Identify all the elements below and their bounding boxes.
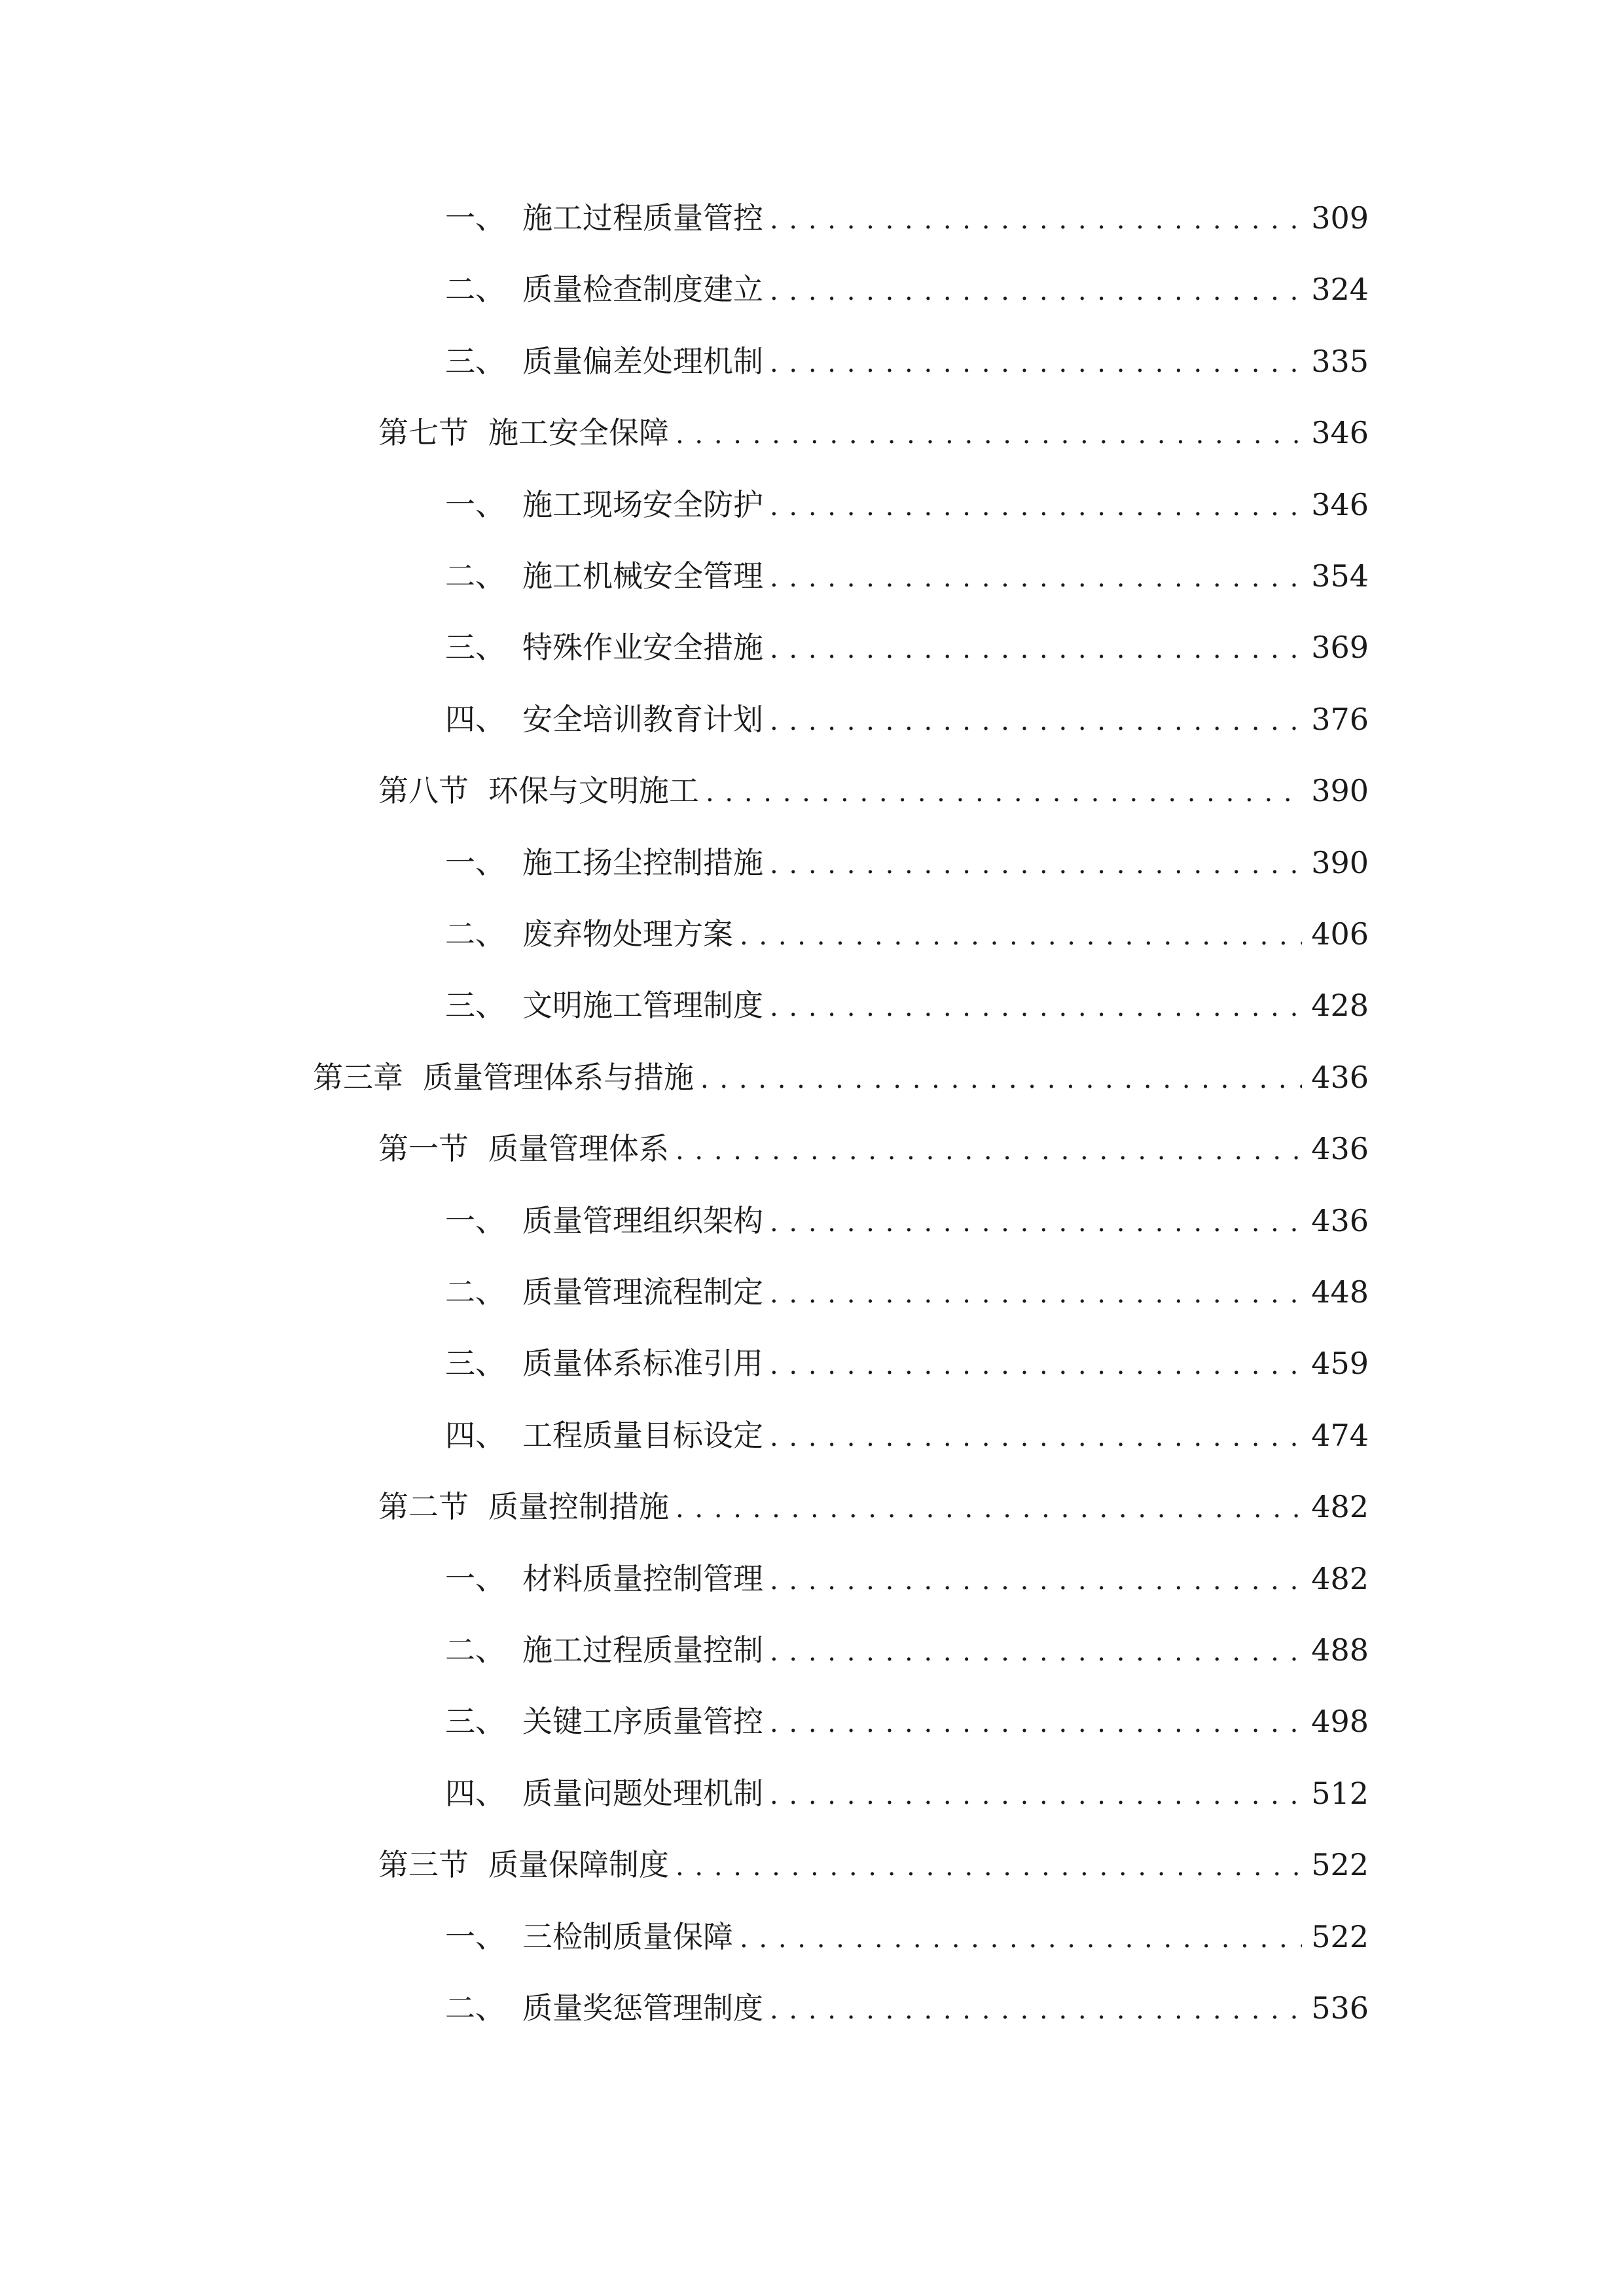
toc-entry[interactable] — [378, 410, 1369, 456]
toc-entry-title: 废弃物处理方案 — [522, 916, 733, 952]
toc-entry-page-number: 346 — [1311, 487, 1369, 522]
toc-dot-leader — [770, 1269, 1302, 1315]
toc-entry[interactable] — [378, 1484, 1369, 1530]
toc-entry-number: 四、 — [445, 1776, 505, 1811]
toc-entry-title: 质量问题处理机制 — [522, 1776, 763, 1811]
toc-entry-title: 材料质量控制管理 — [522, 1561, 763, 1596]
toc-entry-number: 三、 — [445, 1346, 505, 1381]
toc-entry-page-number: 448 — [1311, 1274, 1369, 1310]
toc-entry[interactable] — [378, 1842, 1369, 1888]
toc-entry-page-number: 436 — [1311, 1131, 1369, 1166]
toc-entry-number: 一、 — [445, 1561, 505, 1596]
toc-entry[interactable] — [445, 195, 1369, 241]
toc-dot-leader — [770, 1770, 1302, 1816]
toc-entry[interactable] — [445, 624, 1369, 670]
toc-entry[interactable] — [445, 266, 1369, 312]
toc-entry-number: 二、 — [445, 272, 505, 307]
toc-entry-title: 质量控制措施 — [488, 1489, 669, 1524]
toc-entry-page-number: 406 — [1311, 916, 1369, 952]
toc-entry[interactable] — [445, 1627, 1369, 1673]
toc-entry-title: 工程质量目标设定 — [522, 1418, 763, 1453]
toc-entry-title: 施工现场安全防护 — [522, 487, 763, 522]
toc-entry-title: 施工扬尘控制措施 — [522, 845, 763, 880]
toc-entry-number: 一、 — [445, 487, 505, 522]
toc-entry-number: 一、 — [445, 200, 505, 236]
toc-dot-leader — [770, 482, 1302, 528]
toc-entry-number: 二、 — [445, 1990, 505, 2026]
toc-entry[interactable] — [445, 696, 1369, 742]
toc-dot-leader — [770, 1340, 1302, 1386]
toc-entry[interactable] — [445, 553, 1369, 599]
toc-entry-number: 第一节 — [378, 1131, 469, 1166]
toc-entry-number: 三、 — [445, 988, 505, 1023]
toc-entry[interactable] — [445, 1698, 1369, 1744]
toc-entry-title: 施工过程质量控制 — [522, 1632, 763, 1668]
toc-entry-page-number: 436 — [1311, 1060, 1369, 1095]
toc-dot-leader — [770, 1698, 1302, 1744]
toc-entry-page-number: 512 — [1311, 1776, 1369, 1811]
toc-entry-page-number: 482 — [1311, 1561, 1369, 1596]
toc-entry[interactable] — [445, 338, 1369, 384]
toc-entry-number: 一、 — [445, 1203, 505, 1238]
toc-dot-leader — [676, 1126, 1302, 1172]
toc-entry-page-number: 522 — [1311, 1847, 1369, 1882]
toc-entry[interactable] — [445, 1340, 1369, 1386]
toc-entry-number: 一、 — [445, 1919, 505, 1954]
toc-entry[interactable] — [445, 982, 1369, 1028]
toc-dot-leader — [770, 696, 1302, 742]
toc-entry[interactable] — [378, 1126, 1369, 1172]
toc-entry[interactable] — [445, 1556, 1369, 1602]
toc-dot-leader — [770, 553, 1302, 599]
toc-entry-page-number: 459 — [1311, 1346, 1369, 1381]
toc-entry-title: 特殊作业安全措施 — [522, 630, 763, 665]
toc-entry-number: 四、 — [445, 702, 505, 737]
toc-entry-number: 第八节 — [378, 773, 469, 808]
toc-entry-page-number: 376 — [1311, 702, 1369, 737]
toc-dot-leader — [740, 1914, 1302, 1960]
toc-entry[interactable] — [445, 482, 1369, 528]
toc-entry-page-number: 346 — [1311, 415, 1369, 450]
toc-entry-page-number: 436 — [1311, 1203, 1369, 1238]
toc-entry-page-number: 522 — [1311, 1919, 1369, 1954]
toc-entry-number: 二、 — [445, 916, 505, 952]
toc-entry-number: 第二节 — [378, 1489, 469, 1524]
toc-entry-title: 文明施工管理制度 — [522, 988, 763, 1023]
toc-entry-number: 第三章 — [313, 1060, 403, 1095]
toc-dot-leader — [770, 840, 1302, 886]
toc-entry-number: 第七节 — [378, 415, 469, 450]
toc-entry-page-number: 474 — [1311, 1418, 1369, 1453]
toc-entry-title: 质量偏差处理机制 — [522, 344, 763, 379]
toc-entry-number: 三、 — [445, 344, 505, 379]
toc-entry-page-number: 488 — [1311, 1632, 1369, 1668]
toc-entry-title: 质量管理组织架构 — [522, 1203, 763, 1238]
toc-entry-number: 三、 — [445, 630, 505, 665]
toc-entry-page-number: 390 — [1311, 773, 1369, 808]
toc-dot-leader — [770, 624, 1302, 670]
toc-dot-leader — [770, 1556, 1302, 1602]
toc-dot-leader — [706, 768, 1302, 814]
toc-entry[interactable] — [445, 840, 1369, 886]
toc-entry-number: 第三节 — [378, 1847, 469, 1882]
toc-entry[interactable] — [445, 1985, 1369, 2031]
toc-dot-leader — [770, 1198, 1302, 1244]
toc-entry-page-number: 369 — [1311, 630, 1369, 665]
toc-entry-page-number: 428 — [1311, 988, 1369, 1023]
toc-entry[interactable] — [445, 1198, 1369, 1244]
toc-dot-leader — [770, 1412, 1302, 1458]
toc-entry-title: 施工机械安全管理 — [522, 558, 763, 594]
toc-entry[interactable] — [445, 1412, 1369, 1458]
toc-entry-page-number: 324 — [1311, 272, 1369, 307]
toc-entry[interactable] — [313, 1054, 1369, 1100]
toc-entry-number: 二、 — [445, 558, 505, 594]
toc-entry-number: 二、 — [445, 1632, 505, 1668]
toc-entry-title: 质量管理流程制定 — [522, 1274, 763, 1310]
toc-entry-title: 质量保障制度 — [488, 1847, 669, 1882]
toc-entry-title: 环保与文明施工 — [488, 773, 699, 808]
toc-entry-title: 质量检查制度建立 — [522, 272, 763, 307]
toc-entry-page-number: 498 — [1311, 1704, 1369, 1739]
toc-entry[interactable] — [445, 911, 1369, 957]
toc-entry-title: 关键工序质量管控 — [522, 1704, 763, 1739]
toc-entry-page-number: 354 — [1311, 558, 1369, 594]
toc-entry-title: 施工过程质量管控 — [522, 200, 763, 236]
toc-dot-leader — [770, 338, 1302, 384]
toc-dot-leader — [676, 1484, 1302, 1530]
toc-dot-leader — [770, 1627, 1302, 1673]
toc-dot-leader — [676, 1842, 1302, 1888]
toc-dot-leader — [740, 911, 1302, 957]
toc-entry[interactable] — [378, 768, 1369, 814]
toc-dot-leader — [770, 1985, 1302, 2031]
toc-dot-leader — [676, 410, 1302, 456]
toc-entry-number: 四、 — [445, 1418, 505, 1453]
toc-dot-leader — [770, 982, 1302, 1028]
toc-entry-number: 一、 — [445, 845, 505, 880]
toc-entry[interactable] — [445, 1269, 1369, 1315]
toc-entry[interactable] — [445, 1770, 1369, 1816]
toc-dot-leader — [770, 195, 1302, 241]
toc-entry-page-number: 390 — [1311, 845, 1369, 880]
toc-entry-title: 质量奖惩管理制度 — [522, 1990, 763, 2026]
toc-entry-number: 二、 — [445, 1274, 505, 1310]
toc-entry-page-number: 482 — [1311, 1489, 1369, 1524]
toc-entry-number: 三、 — [445, 1704, 505, 1739]
toc-entry-title: 安全培训教育计划 — [522, 702, 763, 737]
toc-entry[interactable] — [445, 1914, 1369, 1960]
toc-entry-page-number: 536 — [1311, 1990, 1369, 2026]
toc-entry-title: 施工安全保障 — [488, 415, 669, 450]
toc-entry-title: 三检制质量保障 — [522, 1919, 733, 1954]
toc-dot-leader — [700, 1054, 1302, 1100]
toc-entry-title: 质量体系标准引用 — [522, 1346, 763, 1381]
toc-entry-title: 质量管理体系与措施 — [423, 1060, 694, 1095]
toc-dot-leader — [770, 266, 1302, 312]
toc-entry-page-number: 335 — [1311, 344, 1369, 379]
toc-entry-page-number: 309 — [1311, 200, 1369, 236]
toc-entry-title: 质量管理体系 — [488, 1131, 669, 1166]
